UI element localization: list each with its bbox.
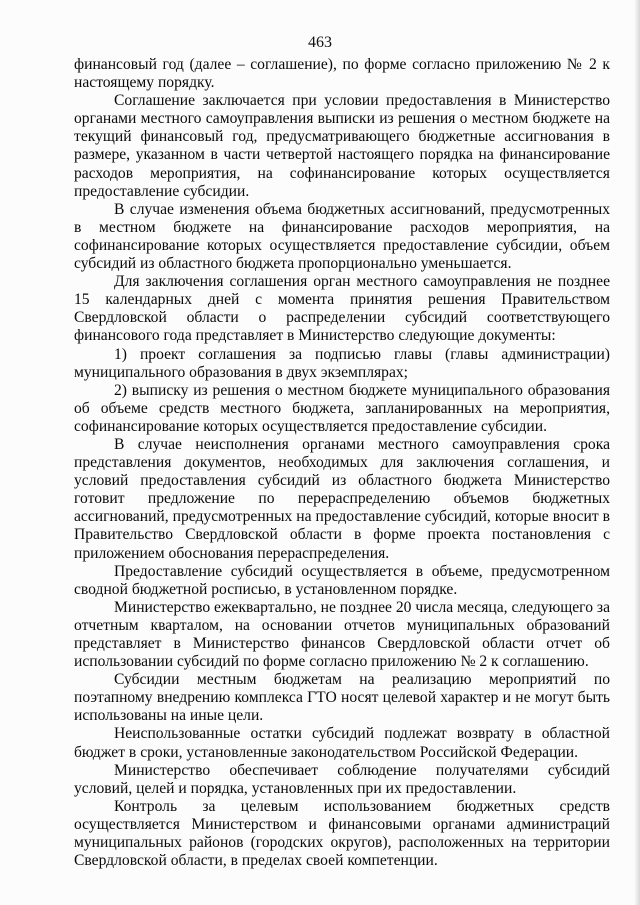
list-item: 1) проект соглашения за подписью главы (главы администрации) муниципального образования в двух экземплярах; [74, 345, 610, 381]
paragraph: Для заключения соглашения орган местного самоуправления не позднее 15 календарных дней с момента принятия решения Правительством Свердловской области о распределении субсидий соответствующего финансового года представляет в Министерство следующие документы: [74, 273, 610, 345]
paragraph: Субсидии местным бюджетам на реализацию мероприятий по поэтапному внедрению комплекса ГТО носят целевой характер и не могут быть использованы на иные цели. [74, 671, 610, 725]
paragraph: Контроль за целевым использованием бюджетных средств осуществляется Министерством и финансовыми органами администраций муниципальных районов (городских округов), расположенных на территории Свердловской области, в пределах своей компетенции. [74, 797, 610, 870]
document-body [74, 56, 610, 870]
page-edge-shadow [634, 0, 640, 905]
paragraph: В случае изменения объема бюджетных ассигнований, предусмотренных в местном бюджете на финансирование расходов мероприятия, на софинансирование которых осуществляется предоставление субсидии, объем субсидий из областного бюджета пропорционально уменьшается. [74, 200, 610, 273]
paragraph: Соглашение заключается при условии предоставления в Министерство органами местного самоуправления выписки из решения о местном бюджете на текущий финансовый год, предусматривающего бюджетные ассигнования в размере, указанном в части четвертой настоящего порядка на финансирование расходов мероприятия, на софинансирование которых осуществляется предоставление субсидии. [74, 92, 610, 200]
paragraph: В случае неисполнения органами местного самоуправления срока представления документов, необходимых для заключения соглашения, и условий предоставления субсидий из областного бюджета Министерство готовит предложение по перераспределению объемов бюджетных ассигнований, предусмотренных на предоставление субсидий, которые вносит в Правительство Свердловской области в форме проекта постановления с приложением обоснования перераспределения. [74, 435, 610, 562]
paragraph: Министерство ежеквартально, не позднее 20 числа месяца, следующего за отчетным кварталом, на основании отчетов муниципальных образований представляет в Министерство финансов Свердловской области отчет об использовании субсидий по форме согласно приложению № 2 к соглашению. [74, 598, 610, 671]
paragraph: финансовый год (далее – соглашение), по форме согласно приложению № 2 к настоящему порядку. [74, 56, 610, 92]
paragraph: Предоставление субсидий осуществляется в объеме, предусмотренном сводной бюджетной росписью, в установленном порядке. [74, 562, 610, 598]
page-number: 463 [308, 34, 332, 51]
paragraph: Неиспользованные остатки субсидий подлежат возврату в областной бюджет в сроки, установленные законодательством Российской Федерации. [74, 725, 610, 761]
paragraph: Министерство обеспечивает соблюдение получателями субсидий условий, целей и порядка, установленных при их предоставлении. [74, 761, 610, 797]
list-item: 2) выписку из решения о местном бюджете муниципального образования об объеме средств местного бюджета, запланированных на мероприятия, софинансирование которых осуществляется предоставление субсидии. [74, 381, 610, 435]
